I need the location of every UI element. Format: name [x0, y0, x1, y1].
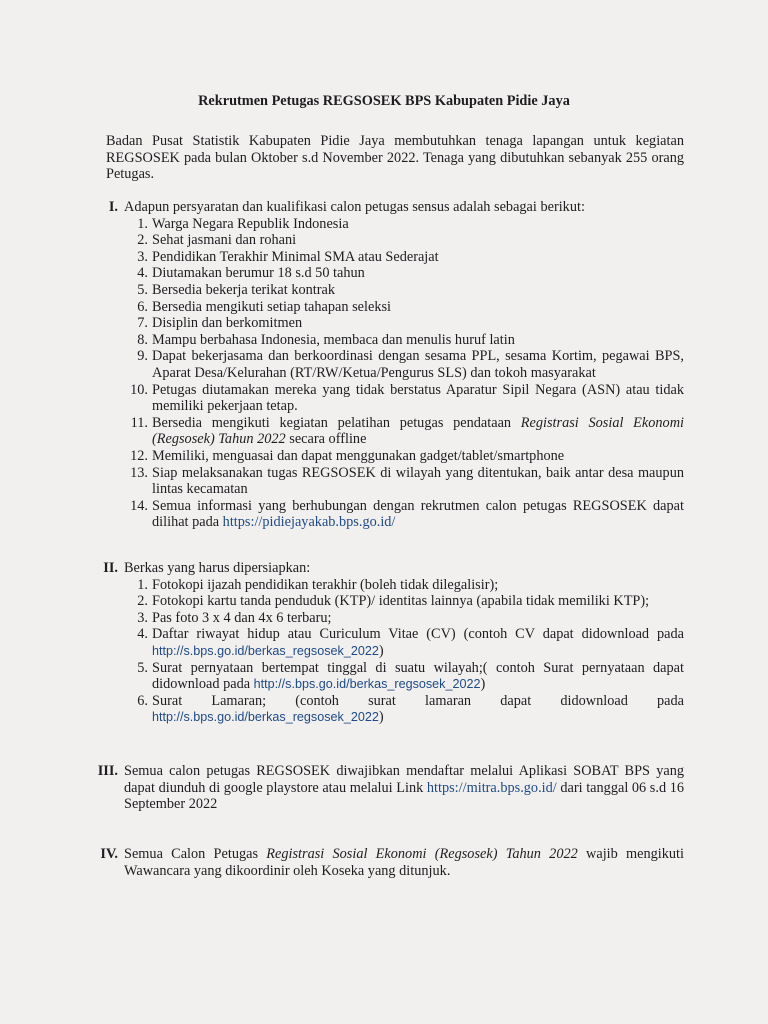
- item-number: 3.: [137, 609, 148, 626]
- list-item: [96, 216, 684, 233]
- item-text: Siap melaksanakan tugas REGSOSEK di wilayah yang ditentukan, baik antar desa maupun lintas kecamatan: [152, 464, 684, 498]
- item-text: [152, 660, 684, 693]
- item-text: Fotokopi ijazah pendidikan terakhir (boleh tidak dilegalisir);: [152, 576, 499, 593]
- list-item: [96, 232, 684, 249]
- item-text-part: Bersedia mengikuti kegiatan pelatihan petugas pendataan: [152, 414, 521, 431]
- item-number: 7.: [137, 315, 148, 332]
- section-registration: [96, 763, 684, 813]
- item-number: 8.: [137, 331, 148, 348]
- survey-name: Registrasi Sosial Ekonomi (Regsosek) Tahun 2022: [266, 846, 578, 862]
- item-number: 5.: [137, 281, 148, 298]
- list-item: [96, 282, 684, 299]
- mitra-link[interactable]: https://mitra.bps.go.id/: [426, 779, 557, 796]
- section-requirements: [96, 199, 684, 531]
- list-item: [96, 498, 684, 531]
- website-link[interactable]: https://pidiejayakab.bps.go.id/: [222, 514, 396, 531]
- list-item: [96, 593, 684, 610]
- item-number: 6.: [137, 692, 148, 709]
- item-text: Pendidikan Terakhir Minimal SMA atau Sederajat: [152, 248, 439, 265]
- item-text-part: secara offline: [285, 431, 367, 448]
- item-number: 9.: [137, 348, 148, 365]
- item-text-part: Semua informasi yang berhubungan dengan rekrutmen calon petugas REGSOSEK dapat dilihat pada: [152, 497, 684, 531]
- item-number: 13.: [130, 464, 148, 481]
- item-text: Dapat bekerjasama dan berkoordinasi dengan sesama PPL, sesama Kortim, pegawai BPS, Aparat Desa/Kelurahan (RT/RW/Ketua/Pengurus SLS) dan tokoh masyarakat: [152, 348, 684, 381]
- section-heading: Berkas yang harus dipersiapkan:: [124, 560, 311, 576]
- item-text: [152, 498, 684, 531]
- item-number: 10.: [130, 381, 148, 398]
- item-text: Disiplin dan berkomitmen: [152, 315, 303, 332]
- item-text-part: Surat pernyataan bertempat tinggal di suatu wilayah;( contoh Surat pernyataan dapat didownload pada: [152, 659, 684, 693]
- item-text-part: ): [378, 642, 384, 659]
- list-item: [96, 610, 684, 627]
- survey-name: Registrasi Sosial Ekonomi (Regsosek) Tahun 2022: [152, 414, 685, 448]
- intro-paragraph: Badan Pusat Statistik Kabupaten Pidie Jaya membutuhkan tenaga lapangan untuk kegiatan REGSOSEK pada bulan Oktober s.d November 2022. Tenaga yang dibutuhkan sebanyak 255 orang Petugas.: [106, 133, 684, 183]
- section-heading: Adapun persyaratan dan kualifikasi calon petugas sensus adalah sebagai berikut:: [124, 199, 585, 215]
- section-text: [124, 846, 684, 879]
- section-number: I.: [108, 199, 118, 215]
- item-number: 14.: [130, 497, 148, 514]
- list-item: [96, 660, 684, 693]
- list-item: [96, 315, 684, 332]
- list-item: [96, 382, 684, 415]
- section-text: [124, 763, 684, 813]
- section-text-part: wajib mengikuti Wawancara yang dikoordinir oleh Koseka yang ditunjuk.: [124, 846, 685, 879]
- item-text: Warga Negara Republik Indonesia: [152, 215, 349, 232]
- item-number: 4.: [137, 265, 148, 282]
- item-text: [152, 693, 684, 726]
- item-text-part: Daftar riwayat hidup atau Curiculum Vitae (CV) (contoh CV dapat didownload pada: [152, 626, 684, 643]
- section-number: II.: [103, 560, 118, 576]
- cv-download-link[interactable]: http://s.bps.go.id/berkas_regsosek_2022: [152, 643, 379, 658]
- item-number: 5.: [137, 659, 148, 676]
- list-item: [96, 448, 684, 465]
- section-number: III.: [97, 763, 118, 779]
- item-text: Sehat jasmani dan rohani: [152, 232, 297, 249]
- section-documents: [96, 560, 684, 726]
- list-item: [96, 465, 684, 498]
- item-text: Bersedia bekerja terikat kontrak: [152, 281, 335, 298]
- list-item: [96, 626, 684, 659]
- requirements-list: [96, 216, 684, 531]
- item-text-part: ): [480, 676, 486, 693]
- list-item: [96, 332, 684, 349]
- item-text: Petugas diutamakan mereka yang tidak berstatus Aparatur Sipil Negara (ASN) atau tidak memiliki pekerjaan tetap.: [152, 381, 684, 415]
- list-item: [96, 249, 684, 266]
- item-number: 1.: [137, 576, 148, 593]
- list-item: [96, 265, 684, 282]
- list-item: [96, 415, 684, 448]
- item-text: [152, 415, 684, 448]
- item-number: 4.: [137, 626, 148, 643]
- list-item: [96, 348, 684, 381]
- item-number: 2.: [137, 593, 148, 610]
- item-text-part: ): [378, 709, 384, 726]
- item-number: 3.: [137, 248, 148, 265]
- section-number: IV.: [100, 846, 118, 862]
- application-letter-download-link[interactable]: http://s.bps.go.id/berkas_regsosek_2022: [152, 710, 379, 725]
- item-number: 6.: [137, 298, 148, 315]
- item-number: 2.: [137, 232, 148, 249]
- item-number: 11.: [130, 414, 148, 431]
- item-number: 12.: [130, 447, 148, 464]
- document-title: Rekrutmen Petugas REGSOSEK BPS Kabupaten Pidie Jaya: [198, 93, 570, 109]
- list-item: [96, 577, 684, 594]
- section-text-part: dari tanggal 06 s.d 16 September 2022: [124, 779, 685, 813]
- section-text-part: Semua Calon Petugas: [124, 846, 267, 862]
- section-text-part: Semua calon petugas REGSOSEK diwajibkan mendaftar melalui Aplikasi SOBAT BPS yang dapat diunduh di google playstore atau melalui Link: [124, 763, 684, 796]
- item-text: [152, 626, 684, 659]
- list-item: [96, 693, 684, 726]
- section-interview: [96, 846, 684, 879]
- item-text: Mampu berbahasa Indonesia, membaca dan menulis huruf latin: [152, 331, 515, 348]
- item-text: Memiliki, menguasai dan dapat menggunakan gadget/tablet/smartphone: [152, 447, 565, 464]
- item-number: 1.: [137, 215, 148, 232]
- residence-letter-download-link[interactable]: http://s.bps.go.id/berkas_regsosek_2022: [253, 677, 481, 692]
- documents-list: [96, 577, 684, 726]
- item-text: Pas foto 3 x 4 dan 4x 6 terbaru;: [152, 609, 332, 626]
- item-text: Diutamakan berumur 18 s.d 50 tahun: [152, 265, 365, 282]
- item-text: Bersedia mengikuti setiap tahapan seleksi: [152, 298, 392, 315]
- list-item: [96, 299, 684, 316]
- item-text-part: Surat Lamaran; (contoh surat lamaran dapat didownload pada: [152, 692, 684, 709]
- item-text: Fotokopi kartu tanda penduduk (KTP)/ identitas lainnya (apabila tidak memiliki KTP);: [152, 593, 650, 610]
